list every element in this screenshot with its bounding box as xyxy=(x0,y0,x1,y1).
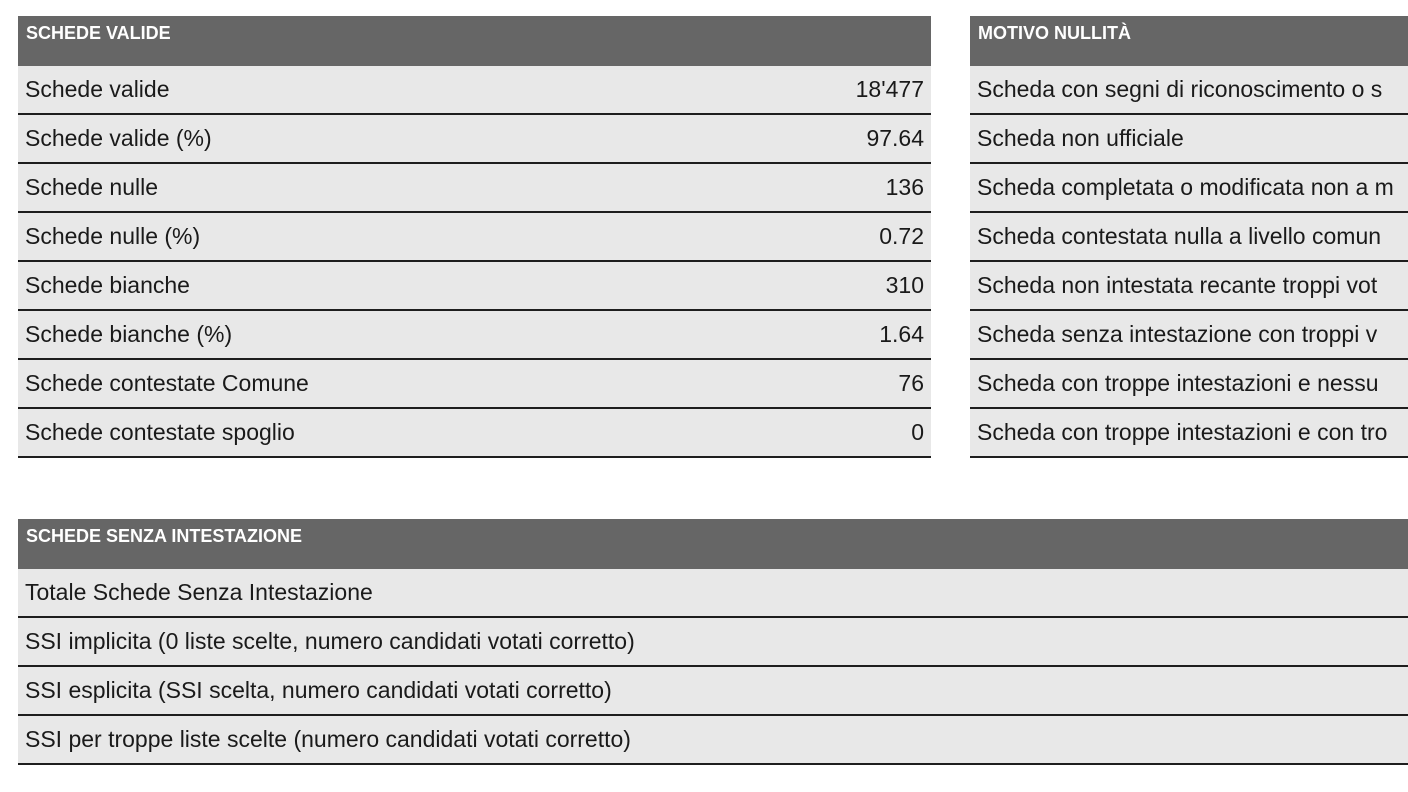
row-value: 97.64 xyxy=(866,125,924,151)
row-label: Scheda senza intestazione con troppi v xyxy=(977,321,1378,347)
table-row xyxy=(18,115,931,164)
row-value: 76 xyxy=(898,370,924,396)
row-value: 0.72 xyxy=(879,223,924,249)
row-label: Scheda con troppe intestazioni e con tro xyxy=(977,419,1388,445)
row-label: Scheda non intestata recante troppi vot xyxy=(977,272,1378,298)
table-row xyxy=(970,213,1408,262)
table-row xyxy=(18,66,931,115)
row-label: Scheda completata o modificata non a m xyxy=(977,174,1394,200)
row-value: 310 xyxy=(885,272,924,298)
table-row xyxy=(18,409,931,458)
table-row xyxy=(18,618,1408,667)
row-label: Scheda con segni di riconoscimento o s xyxy=(977,76,1383,102)
row-label: Totale Schede Senza Intestazione xyxy=(25,579,373,605)
row-value: 1.64 xyxy=(879,321,924,347)
schede-senza-intestazione-header: SCHEDE SENZA INTESTAZIONE xyxy=(18,519,1408,569)
row-label: Schede bianche xyxy=(25,272,190,298)
motivo-nullita-header: MOTIVO NULLITÀ xyxy=(970,16,1408,66)
row-label: Scheda non ufficiale xyxy=(977,125,1184,151)
table-row xyxy=(18,360,931,409)
table-row xyxy=(18,569,1408,618)
row-label: Schede valide xyxy=(25,76,170,102)
table-row xyxy=(970,311,1408,360)
schede-senza-intestazione-table xyxy=(18,519,1408,765)
table-row xyxy=(18,311,931,360)
row-label: SSI implicita (0 liste scelte, numero candidati votati corretto) xyxy=(25,628,635,654)
row-value: 0 xyxy=(911,419,924,445)
table-row xyxy=(18,213,931,262)
table-row xyxy=(18,716,1408,765)
table-row xyxy=(970,262,1408,311)
table-row xyxy=(970,115,1408,164)
row-label: Schede bianche (%) xyxy=(25,321,233,347)
row-label: Scheda con troppe intestazioni e nessu xyxy=(977,370,1379,396)
row-label: SSI per troppe liste scelte (numero candidati votati corretto) xyxy=(25,726,631,752)
row-label: Schede valide (%) xyxy=(25,125,212,151)
row-label: Schede contestate spoglio xyxy=(25,419,295,445)
table-row xyxy=(18,262,931,311)
motivo-nullita-table xyxy=(970,16,1408,458)
schede-valide-header: SCHEDE VALIDE xyxy=(18,16,931,66)
table-row xyxy=(18,667,1408,716)
row-label: Scheda contestata nulla a livello comun xyxy=(977,223,1382,249)
row-label: Schede contestate Comune xyxy=(25,370,309,396)
table-row xyxy=(18,164,931,213)
row-label: Schede nulle xyxy=(25,174,158,200)
row-value: 18'477 xyxy=(855,76,924,102)
row-value: 136 xyxy=(885,174,924,200)
table-row xyxy=(970,164,1408,213)
table-row xyxy=(970,66,1408,115)
row-label: SSI esplicita (SSI scelta, numero candidati votati corretto) xyxy=(25,677,612,703)
row-label: Schede nulle (%) xyxy=(25,223,201,249)
table-row xyxy=(970,360,1408,409)
table-row xyxy=(970,409,1408,458)
schede-valide-table xyxy=(18,16,931,458)
